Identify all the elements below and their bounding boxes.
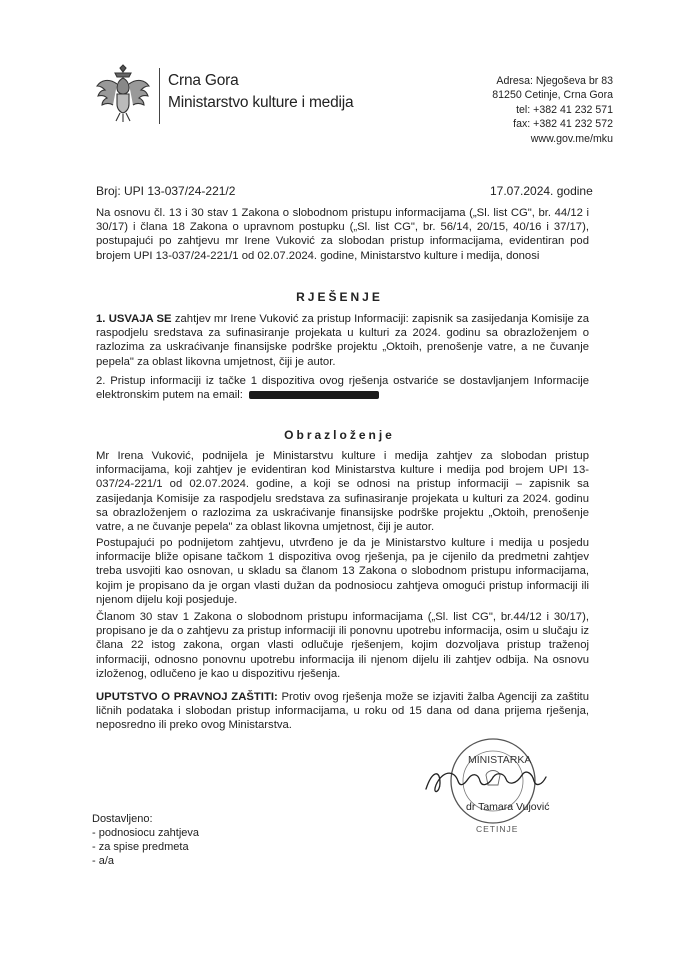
document-number: Broj: UPI 13-037/24-221/2 [96, 184, 236, 198]
document-date: 17.07.2024. godine [490, 184, 593, 198]
distribution-heading: Dostavljeno: [92, 813, 153, 825]
header-country: Crna Gora [168, 72, 239, 89]
legal-remedy-text: Protiv ovog rješenja može se izjaviti žalba Agenciji za zaštitu ličnih podataka i slobodan pristup informacijama, u roku od 15 dana od dana prijema rješenja, neposredno ili preko ovog Ministarstva. [96, 691, 589, 732]
header-address [492, 74, 613, 146]
point-2-text: 2. Pristup informaciji iz tačke 1 dispozitiva ovog rješenja ostvariće se dostavljanjem Informacije elektronskim putem na email: [96, 375, 589, 402]
reasoning-paragraph-2: Postupajući po podnijetom zahtjevu, utvrđeno je da je Ministarstvo kulture i medija u posjedu informacije bliže opisane tačkom 1 dispozitiva ovog rješenja, pa je cijenilo da predmetni zahtjev treba usvojiti kao osnovan, u skladu sa članom 13 Zakona o slobodnom pristupu informacijama, kojim je propisano da je organ vlasti dužan da podnosiocu zahtjeva omogući pristup informaciji ili njenom dijelu koji posjeduje. [96, 537, 589, 606]
signatory-name: dr Tamara Vujović [466, 801, 550, 813]
stamp-city: CETINJE [476, 824, 519, 834]
distribution-item: - podnosiocu zahtjeva [92, 827, 200, 839]
reasoning-paragraph-3: Članom 30 stav 1 Zakona o slobodnom pristupu informacijama („Sl. list CG", br.44/12 i 30/17), propisano je da o zahtjevu za pristup informaciji ili ponovnu upotrebu informacija, osim u slučaju iz člana 22 istog zakona, organ vlasti odlučuje rješenjem, kojim dozvoljava pristup traženoj informaciji, odnosno ponovnu upotrebu informacija ili njenom dijelu ili zahtjev odbija. Na osnovu izloženog, odlučeno je kao u dispozitivu rješenja. [96, 611, 589, 680]
header-ministry: Ministarstvo kulture i medija [168, 94, 354, 111]
address-line: Adresa: Njegoševa br 83 [496, 75, 613, 87]
handwritten-signature [420, 763, 570, 803]
address-line: tel: +382 41 232 571 [516, 103, 613, 116]
point-1-bold: 1. USVAJA SE [96, 313, 172, 325]
point-2 [96, 374, 589, 402]
address-line: 81250 Cetinje, Crna Gora [492, 89, 613, 102]
resenje-heading: RJEŠENJE [296, 290, 383, 304]
address-line: fax: +382 41 232 572 [513, 118, 613, 131]
distribution-item: - za spise predmeta [92, 841, 189, 853]
legal-remedy-paragraph [96, 690, 589, 733]
header-divider [159, 68, 160, 124]
signature-title: MINISTARKA [468, 754, 532, 766]
website-link[interactable]: www.gov.me/mku [530, 132, 613, 145]
redacted-email [249, 391, 379, 399]
obrazlozenje-heading: Obrazloženje [284, 428, 395, 442]
point-1-text: zahtjev mr Irene Vuković za pristup Informaciji: zapisnik sa zasijedanja Komisije za raspodjelu sredstava za sufinasiranje projekata u kulturi za 2024. godinu sa obrazloženjem o razlozima za uskraćivanje finansijske podrške projektu „Oktoih, prenošenje vatre, a ne čuvanje pepela" za oblast likovna umjetnost, čiji je autor. [96, 313, 590, 368]
intro-paragraph: Na osnovu čl. 13 i 30 stav 1 Zakona o slobodnom pristupu informacijama („Sl. list CG", br. 44/12 i 30/17) i člana 18 Zakona o upravnom postupku („Sl. list CG", br. 56/14, 20/15, 40/16 i 37/17), postupajući po zahtjevu mr Irene Vuković za slobodan pristup informacijama, evidentiran pod brojem UPI 13-037/24-221/1 od 02.07.2024. godine, Ministarstvo kulture i medija, donosi [96, 207, 589, 262]
distribution-item: - a/a [92, 855, 115, 867]
legal-remedy-bold: UPUTSTVO O PRAVNOJ ZAŠTITI: [96, 691, 278, 703]
point-1 [96, 312, 589, 369]
reasoning-paragraph-1: Mr Irena Vuković, podnijela je Ministarstvu kulture i medija zahtjev za slobodan pristup informacijama, koji zahtjev je evidentiran kod Ministarstva kulture i medija pod brojem UPI 13-037/24-221/1 od 02.07.2024. godine, a koji se odnosi na pristup informaciji – zapisnik sa zasijedanja Komisije za raspodjelu sredstava za sufinasiranje projekata u kulturi za 2024. godinu sa obrazloženjem o razlozima za uskraćivanje finansijske podrške projektu „Oktoih, prenošenje vatre, a ne čuvanje pepela" za oblast likovna umjetnost, čiji je autor. [96, 450, 589, 534]
coat-of-arms-icon [93, 64, 153, 126]
